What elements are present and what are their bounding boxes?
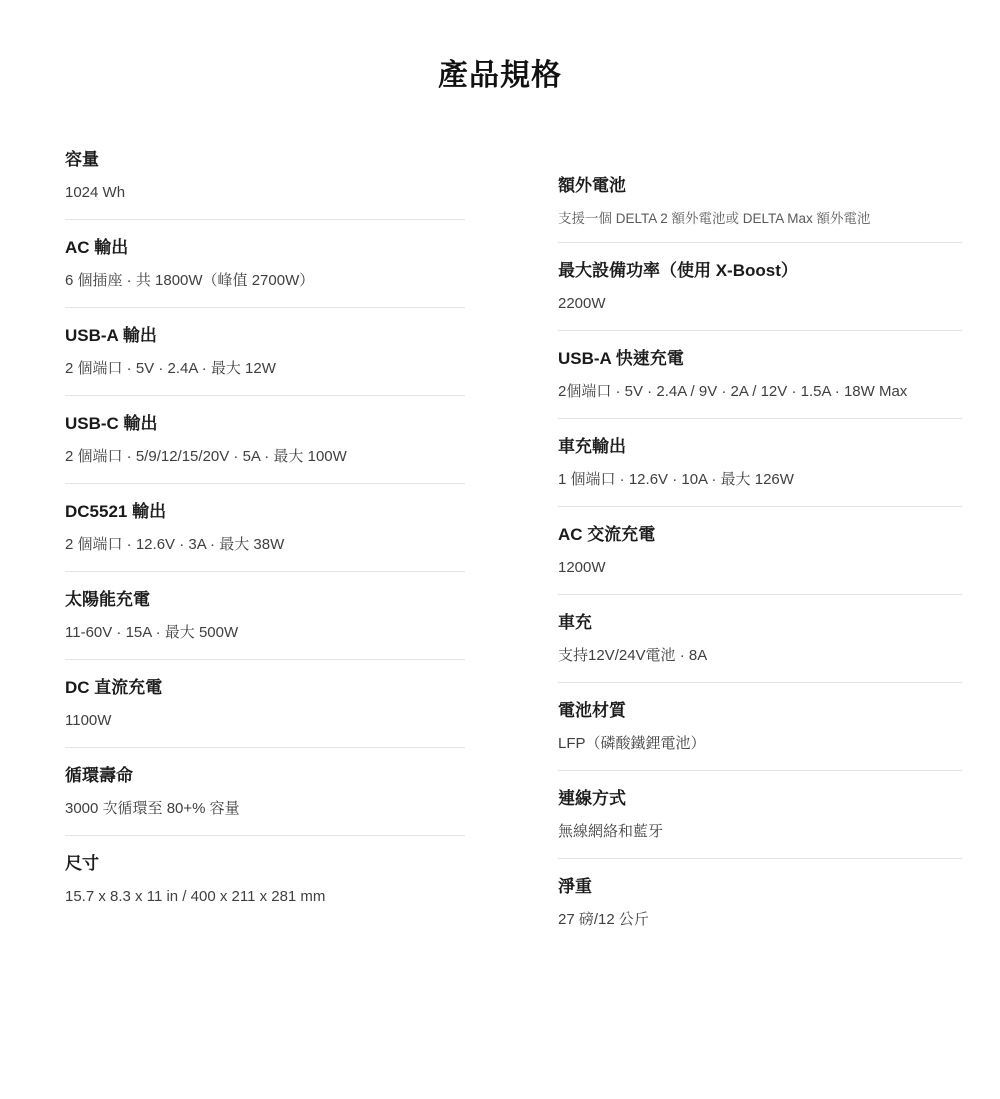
spec-item-left-8	[65, 836, 465, 923]
spec-item-right-1	[558, 243, 962, 331]
spec-item-right-7	[558, 771, 962, 859]
spec-label: 最大設備功率（使用 X-Boost）	[558, 261, 798, 280]
spec-value: 3000 次循環至 80+% 容量	[65, 800, 240, 817]
spec-label: 車充輸出	[558, 437, 626, 456]
spec-item-left-4	[65, 484, 465, 572]
spec-label: 容量	[65, 150, 99, 169]
spec-column-left	[65, 148, 465, 946]
spec-label: 電池材質	[558, 701, 626, 720]
spec-label: 尺寸	[65, 854, 99, 873]
spec-column-right	[558, 174, 962, 946]
spec-label: DC5521 輸出	[65, 502, 167, 521]
spec-value: 支持12V/24V電池 · 8A	[558, 647, 708, 664]
spec-label: 額外電池	[558, 176, 626, 195]
spec-item-right-4	[558, 507, 962, 595]
spec-value: 2 個端口 · 12.6V · 3A · 最大 38W	[65, 536, 285, 553]
spec-value: 2 個端口 · 5/9/12/15/20V · 5A · 最大 100W	[65, 448, 347, 465]
spec-label: USB-C 輸出	[65, 414, 158, 433]
spec-label: 循環壽命	[65, 766, 133, 785]
spec-columns	[0, 148, 1000, 946]
spec-value: 無線網絡和藍牙	[558, 823, 664, 840]
spec-item-right-0	[558, 174, 962, 243]
spec-item-right-8	[558, 859, 962, 946]
spec-value: 2 個端口 · 5V · 2.4A · 最大 12W	[65, 360, 276, 377]
spec-item-right-5	[558, 595, 962, 683]
spec-item-right-3	[558, 419, 962, 507]
spec-value: 支援一個 DELTA 2 額外電池或 DELTA Max 額外電池	[558, 211, 871, 226]
spec-item-left-3	[65, 396, 465, 484]
spec-label: DC 直流充電	[65, 678, 163, 697]
spec-item-left-5	[65, 572, 465, 660]
spec-label: AC 輸出	[65, 238, 129, 257]
spec-item-left-6	[65, 660, 465, 748]
spec-item-right-2	[558, 331, 962, 419]
spec-item-left-1	[65, 220, 465, 308]
spec-label: AC 交流充電	[558, 525, 656, 544]
spec-item-left-2	[65, 308, 465, 396]
spec-label: USB-A 輸出	[65, 326, 157, 345]
spec-value: 2個端口 · 5V · 2.4A / 9V · 2A / 12V · 1.5A · 18W Max	[558, 383, 908, 400]
spec-label: USB-A 快速充電	[558, 349, 684, 368]
spec-value: 1100W	[65, 712, 112, 729]
spec-value: LFP（磷酸鐵鋰電池）	[558, 735, 706, 752]
spec-label: 車充	[558, 613, 592, 632]
spec-label: 太陽能充電	[65, 590, 150, 609]
spec-label: 淨重	[558, 877, 592, 896]
spec-value: 15.7 x 8.3 x 11 in / 400 x 211 x 281 mm	[65, 888, 326, 905]
spec-value: 1 個端口 · 12.6V · 10A · 最大 126W	[558, 471, 794, 488]
spec-value: 6 個插座 · 共 1800W（峰值 2700W）	[65, 272, 315, 289]
spec-item-right-6	[558, 683, 962, 771]
spec-label: 連線方式	[558, 789, 626, 808]
spec-value: 11-60V · 15A · 最大 500W	[65, 624, 239, 641]
page-title: 產品規格	[438, 59, 562, 92]
spec-item-left-7	[65, 748, 465, 836]
spec-item-left-0	[65, 148, 465, 220]
spec-value: 27 磅/12 公斤	[558, 911, 649, 928]
spec-value: 2200W	[558, 295, 606, 312]
spec-value: 1024 Wh	[65, 184, 126, 201]
spec-value: 1200W	[558, 559, 606, 576]
